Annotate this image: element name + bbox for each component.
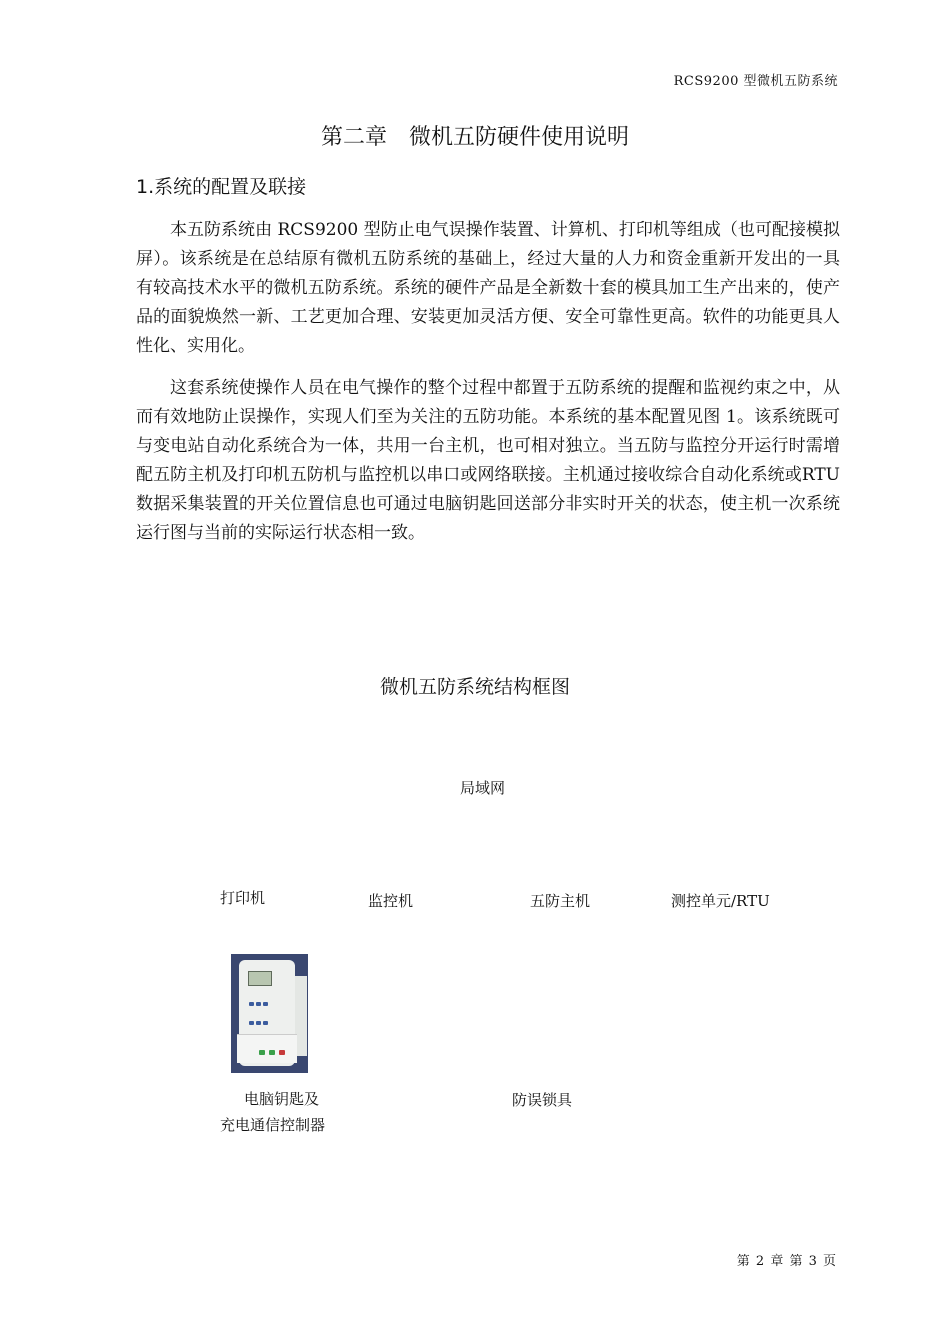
indicator-led xyxy=(279,1050,285,1055)
computer-key-label-line2: 充电通信控制器 xyxy=(220,1116,326,1134)
monitor-label: 监控机 xyxy=(368,892,414,910)
body-paragraph-1: 本五防系统由 RCS9200 型防止电气误操作装置、计算机、打印机等组成（也可配接模拟屏）。该系统是在总结原有微机五防系统的基础上，经过大量的人力和资金重新开发出的一具有较高技术水平的微机五防系统。系统的硬件产品是全新数十套的模具加工生产出来的，使产品的面貌焕然一新、工艺更加合理、安装更加灵活方便、安全可靠性更高。软件的功能更具人性化、实用化。 xyxy=(136,220,840,356)
rtu-label: 测控单元/RTU xyxy=(671,892,770,910)
body-paragraph-2: 这套系统使操作人员在电气操作的整个过程中都置于五防系统的提醒和监视约束之中，从而有效地防止误操作，实现人们至为关注的五防功能。本系统的基本配置见图 1。该系统既可与变电站自动化系统合为一体，共用一台主机，也可相对独立。当五防与监控分开运行时需增配五防主机及打印机五防机与监控机以串口或网络联接。主机通过接收综合自动化系统或RTU 数据采集装置的开关位置信息也可通过电脑钥匙回送部分非实时开关的状态，使主机一次系统运行图与当前的实际运行状态相一致。 xyxy=(136,378,840,543)
lock-label: 防误锁具 xyxy=(512,1091,573,1109)
printer-label: 打印机 xyxy=(220,889,266,907)
lan-label: 局域网 xyxy=(460,779,506,797)
page-header: RCS9200 型微机五防系统 xyxy=(673,74,838,89)
five-prevention-host-label: 五防主机 xyxy=(530,892,591,910)
charger-base xyxy=(237,1034,297,1063)
indicator-led xyxy=(269,1050,275,1055)
page-footer: 第 2 章 第 3 页 xyxy=(736,1254,837,1269)
chapter-title: 第二章 微机五防硬件使用说明 xyxy=(320,125,629,150)
computer-key-device-image xyxy=(231,954,308,1073)
indicator-led xyxy=(259,1050,265,1055)
section-title: 1.系统的配置及联接 xyxy=(136,176,307,198)
diagram-title: 微机五防系统结构框图 xyxy=(379,676,570,698)
computer-key-label-line1: 电脑钥匙及 xyxy=(244,1090,320,1108)
key-device-screen xyxy=(248,971,272,986)
